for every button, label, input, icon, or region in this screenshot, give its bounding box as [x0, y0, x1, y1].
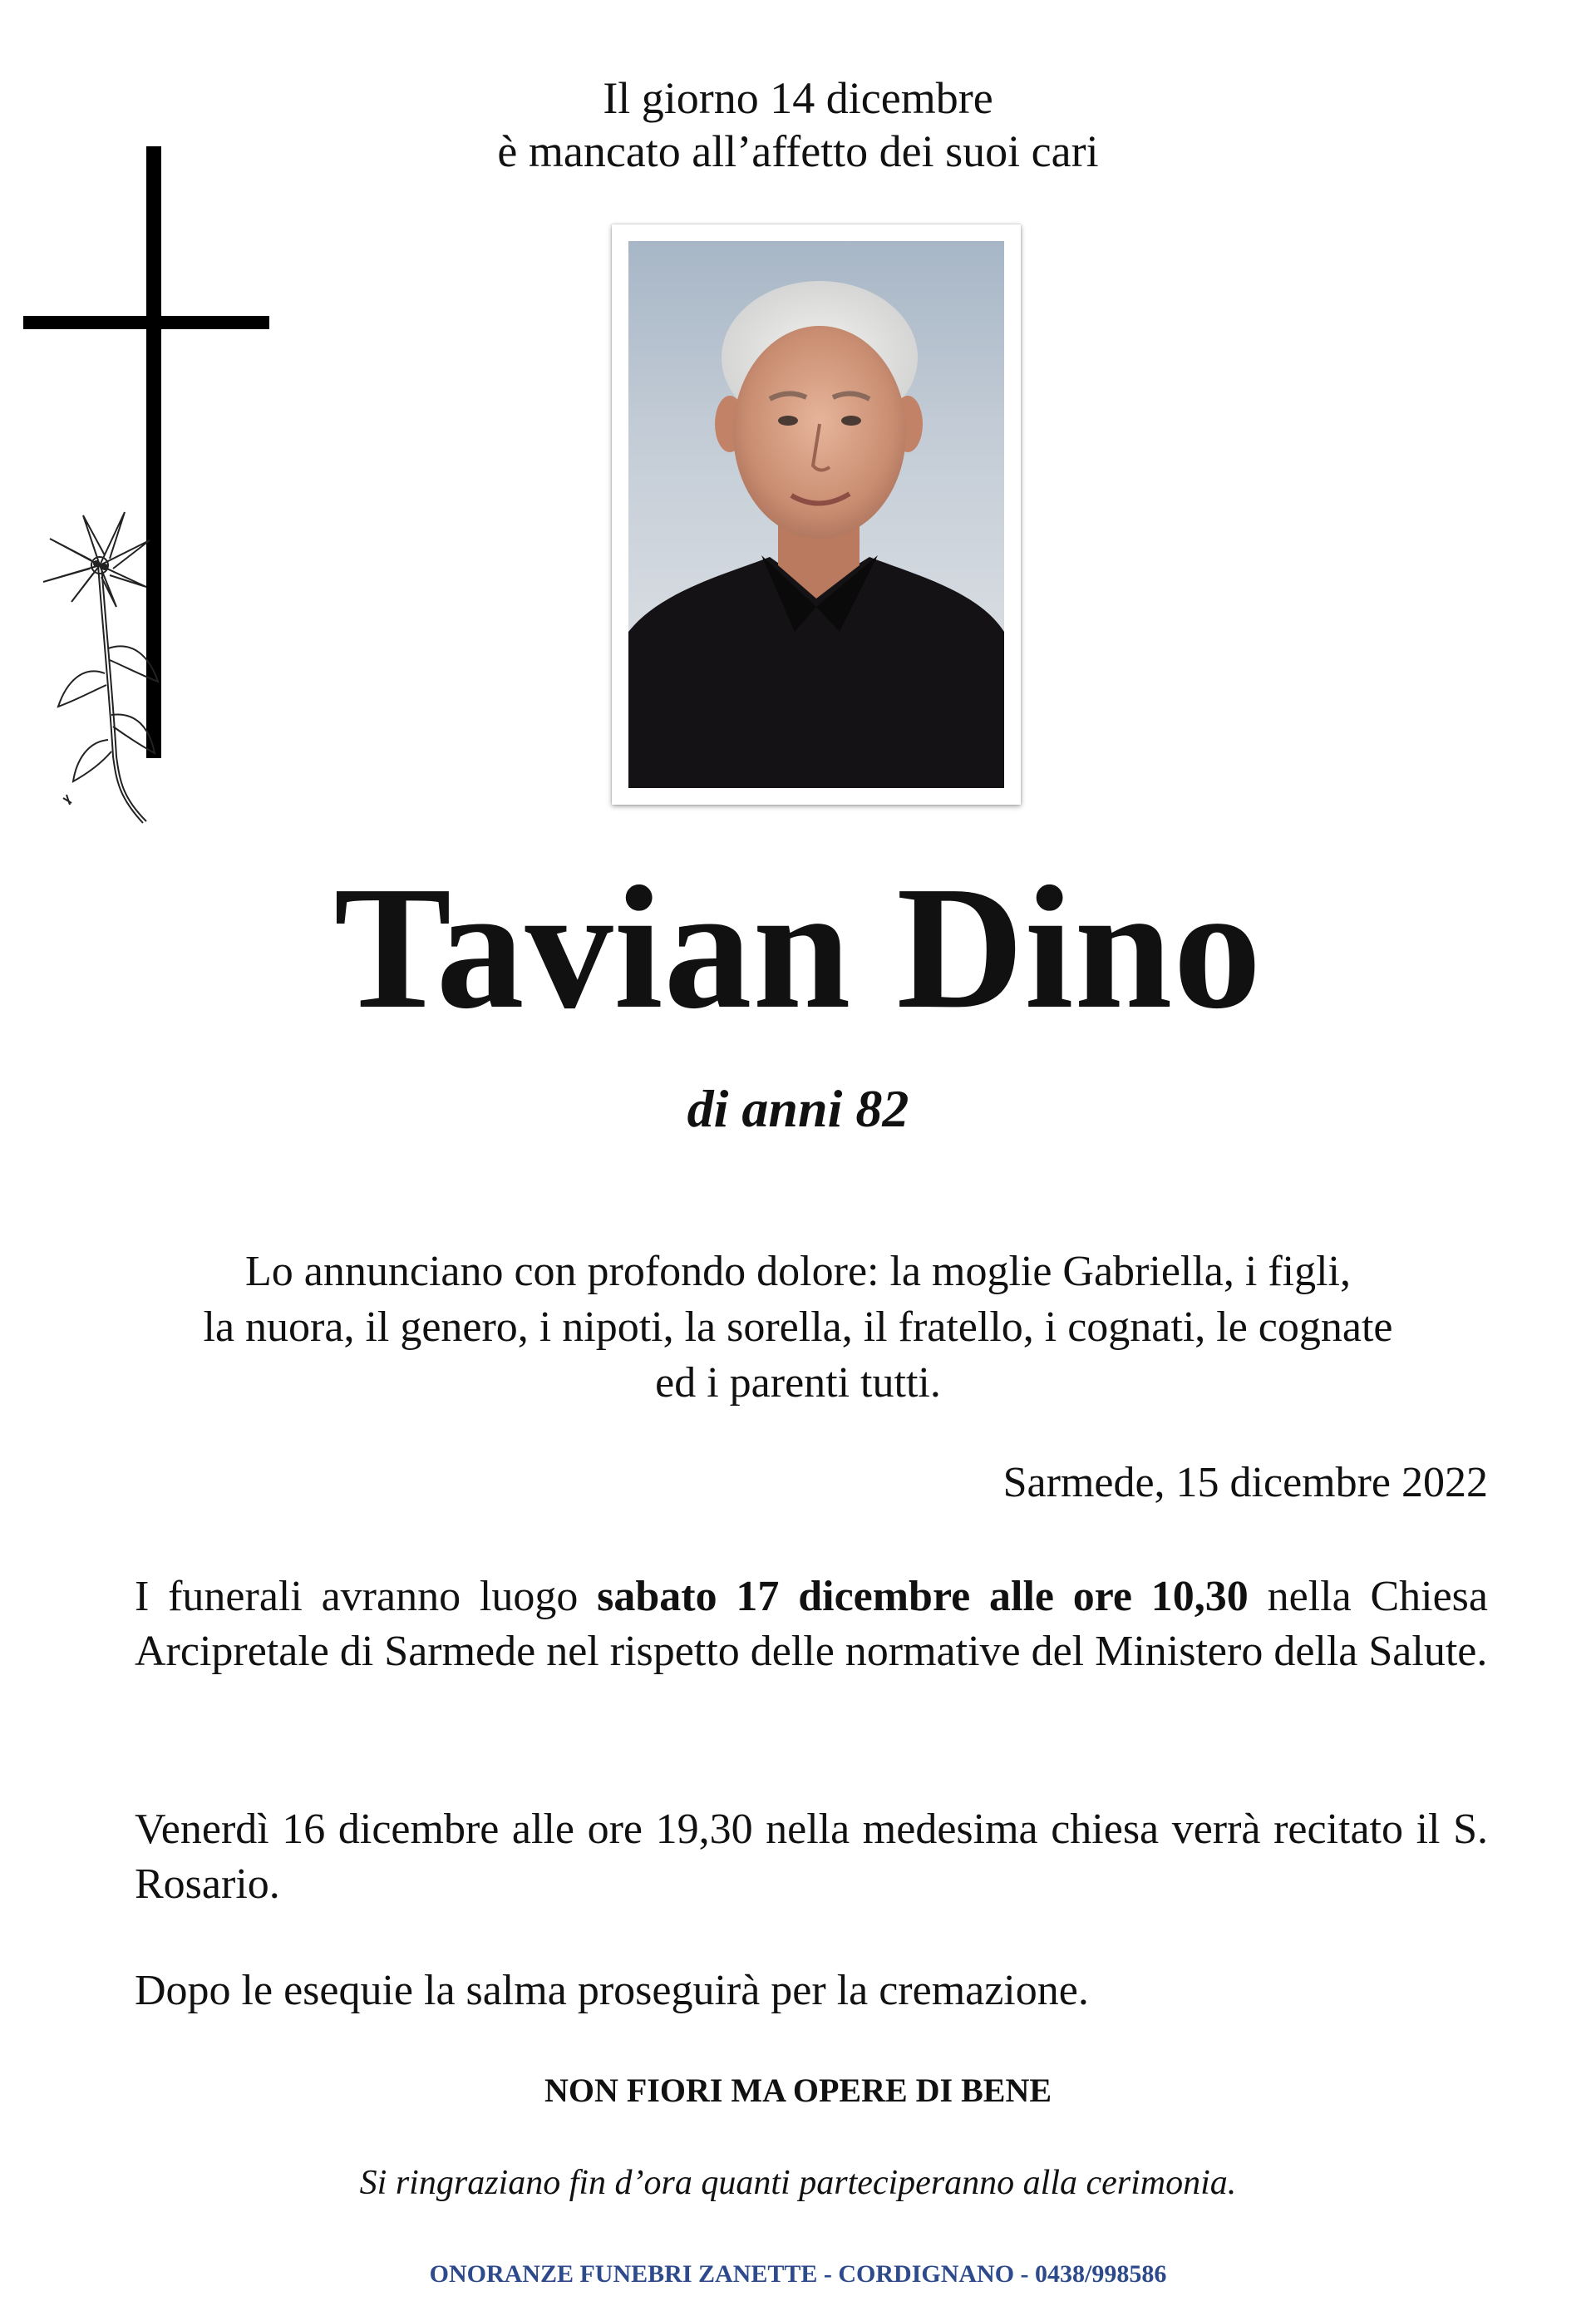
announcement-line-1: Lo annunciano con profondo dolore: la moglie Gabriella, i figli,	[245, 1248, 1351, 1295]
cross-horizontal-bar	[23, 316, 269, 329]
funeral-details	[135, 1569, 1488, 1679]
portrait-figure	[628, 241, 1004, 788]
funeral-home-footer: ONORANZE FUNEBRI ZANETTE - CORDIGNANO - 0438/998586	[429, 2260, 1167, 2288]
deceased-age: di anni 82	[687, 1079, 909, 1138]
funeral-datetime: sabato 17 dicembre alle ore 10,30	[597, 1573, 1249, 1620]
announcement-text	[0, 1244, 1596, 1411]
rosary-details: Venerdì 16 dicembre alle ore 19,30 nella medesima chiesa verrà recitato il S. Rosario.	[135, 1806, 1488, 1908]
portrait-photo	[612, 224, 1021, 805]
edelweiss-flower-icon	[33, 482, 166, 831]
intro-text	[0, 71, 1596, 178]
cremation-note: Dopo le esequie la salma proseguirà per la cremazione.	[135, 1967, 1089, 2014]
announcement-line-3: ed i parenti tutti.	[655, 1359, 941, 1407]
place-date: Sarmede, 15 dicembre 2022	[1002, 1459, 1488, 1506]
deceased-name: Tavian Dino	[333, 850, 1263, 1045]
funeral-suffix: nella Chiesa Arcipretale di Sarmede nel rispetto delle normative del Ministero della Salute.	[135, 1573, 1488, 1675]
intro-line-1: Il giorno 14 dicembre	[603, 73, 993, 123]
no-flowers-note: NON FIORI MA OPERE DI BENE	[544, 2072, 1052, 2109]
portrait-photo-image	[628, 241, 1004, 788]
intro-line-2: è mancato all’affetto dei suoi cari	[497, 126, 1099, 176]
funeral-prefix: I funerali avranno luogo	[135, 1573, 598, 1620]
thanks-note: Si ringraziano fin d’ora quanti parteciperanno alla cerimonia.	[359, 2164, 1237, 2202]
announcement-line-2: la nuora, il genero, i nipoti, la sorella, il fratello, i cognati, le cognate	[203, 1303, 1393, 1351]
